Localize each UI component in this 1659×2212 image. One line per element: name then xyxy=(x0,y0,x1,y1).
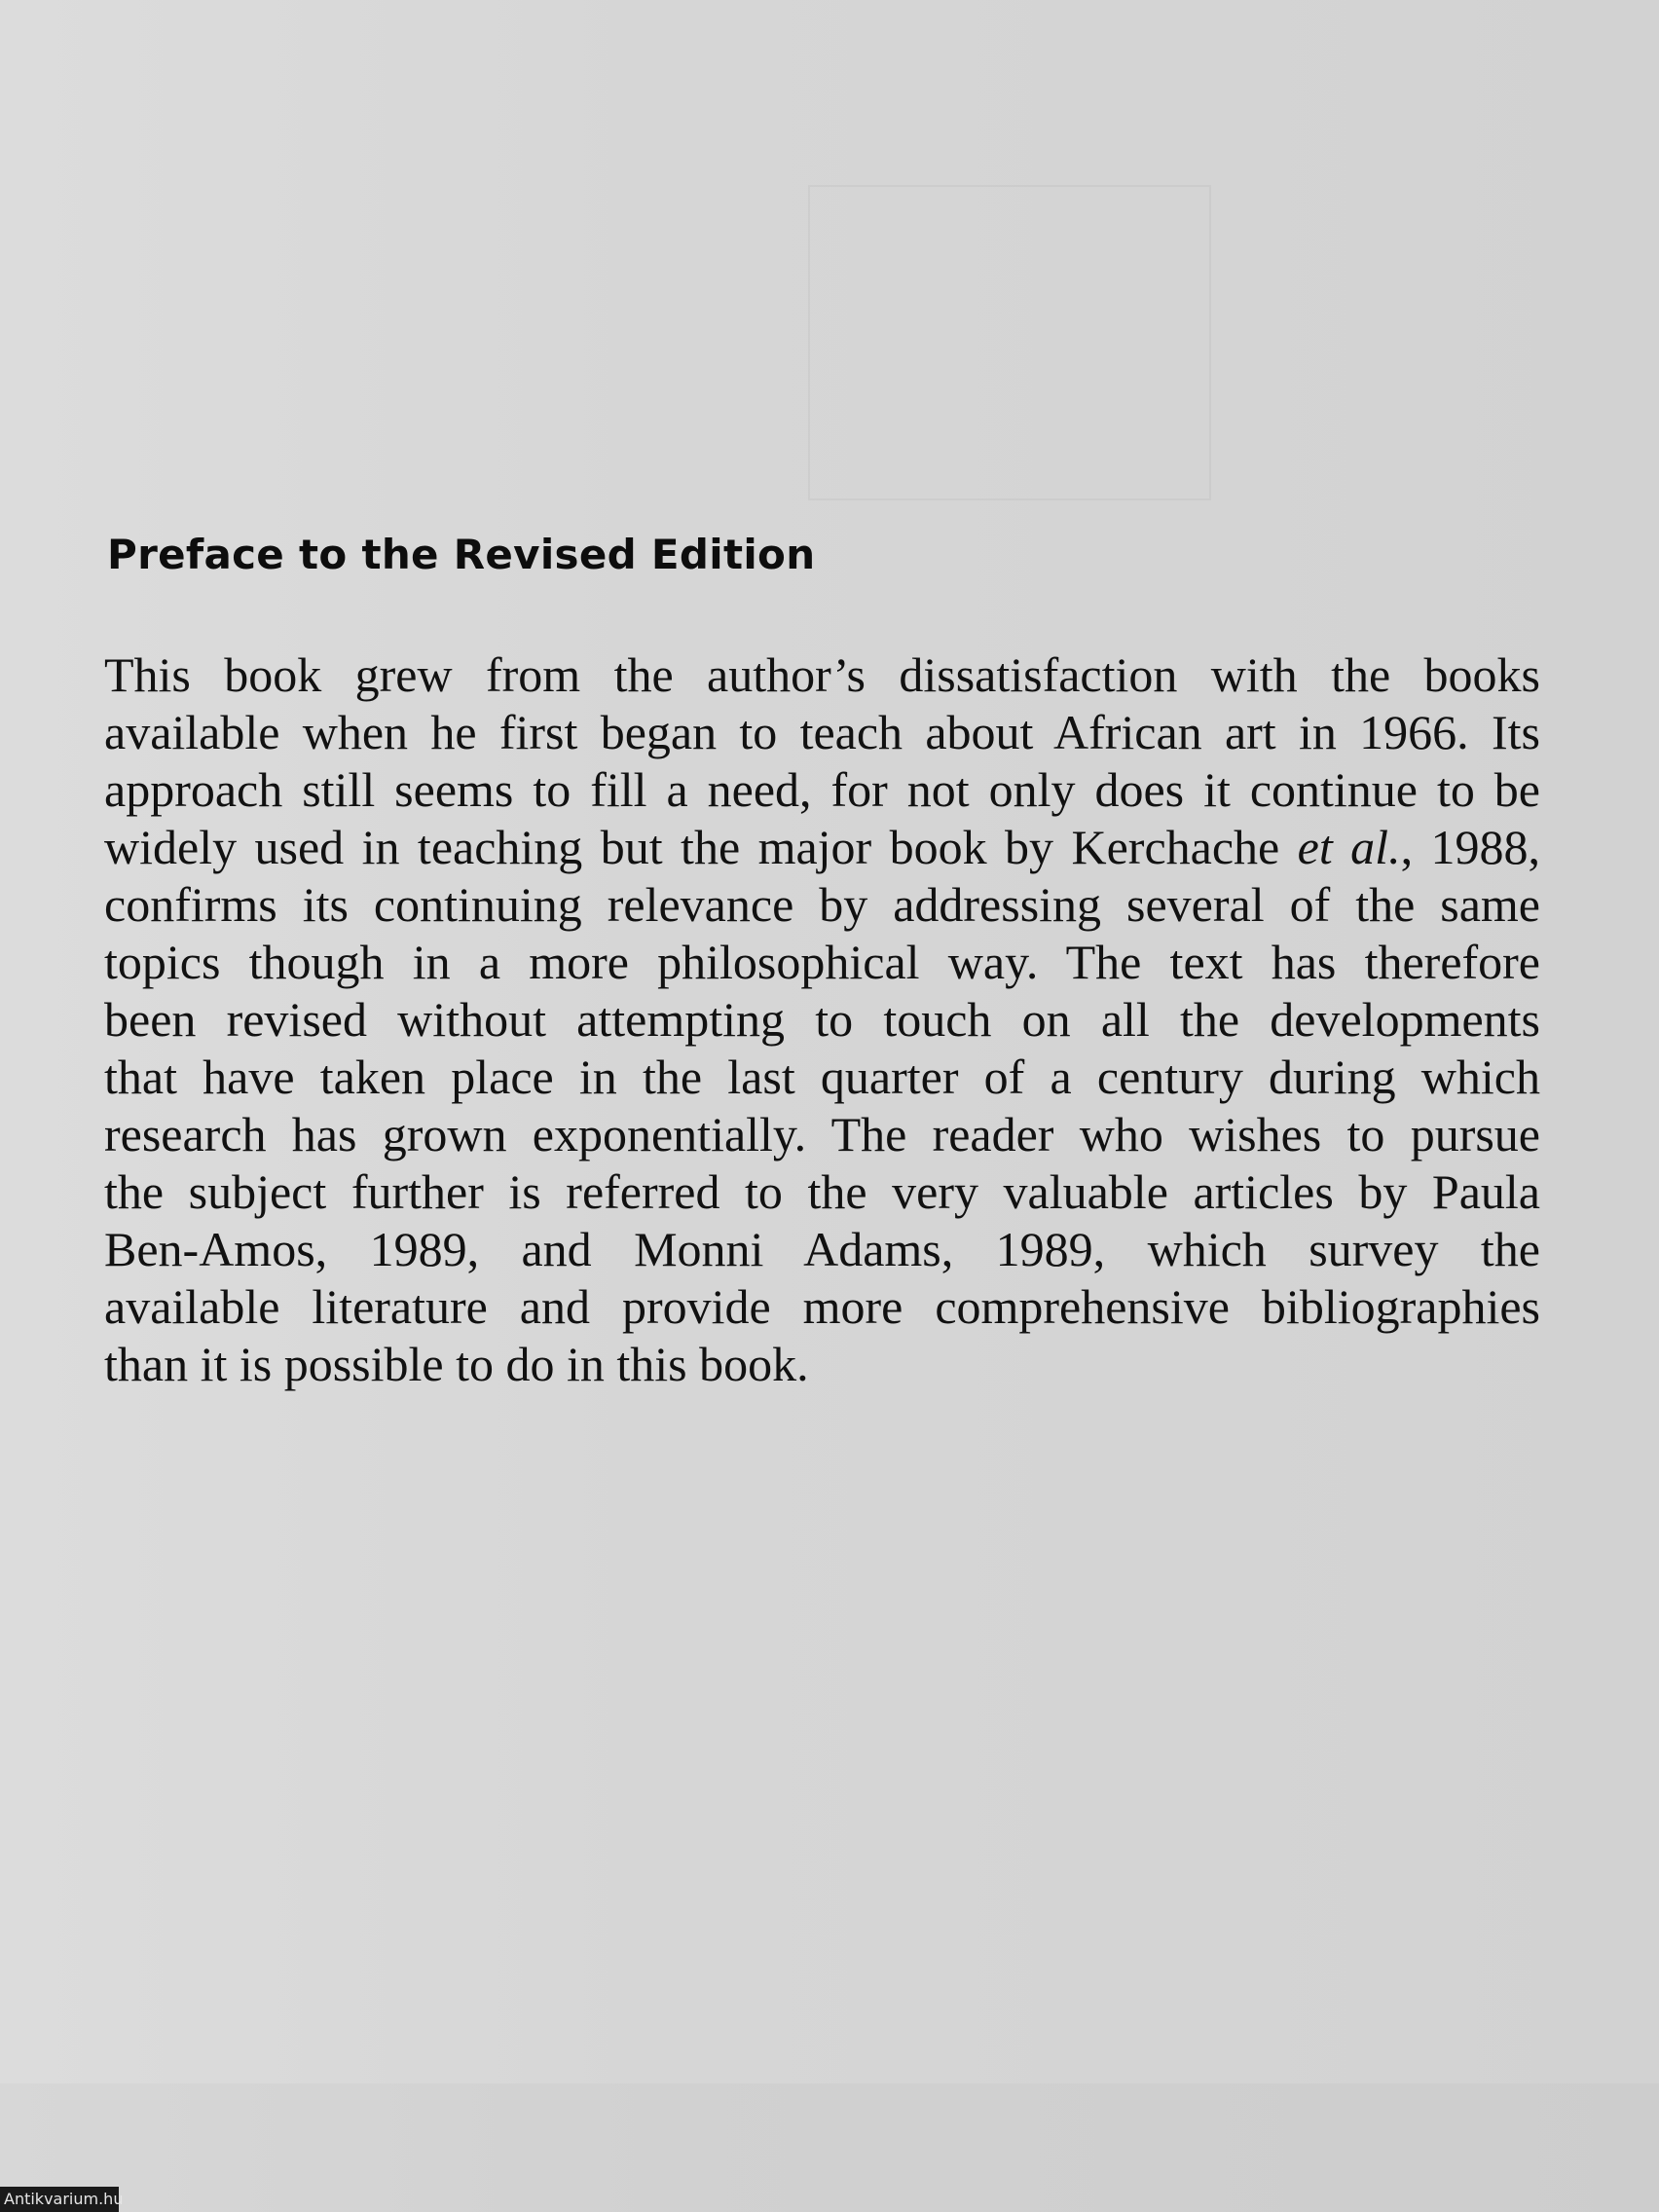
paragraph-line-4 xyxy=(104,819,1540,876)
et-al-italic: et al. xyxy=(1297,820,1401,874)
line-4-citation-year: , 1988, xyxy=(1400,820,1541,874)
show-through-frame xyxy=(808,185,1211,500)
paragraph-line-2: available when he first began to teach about African art in 1966. Its xyxy=(104,705,1540,759)
paragraph-line-3: approach still seems to fill a need, for not only does it continue to be xyxy=(104,762,1540,817)
paragraph-line-1: This book grew from the author’s dissatisfaction with the books xyxy=(104,647,1540,702)
watermark: Antikvarium.hu xyxy=(0,2187,119,2212)
preface-heading: Preface to the Revised Edition xyxy=(107,531,816,578)
paragraph-line-13: than it is possible to do in this book. xyxy=(104,1337,809,1391)
paragraph-line-8: that have taken place in the last quarter of a century during which xyxy=(104,1050,1540,1104)
preface-paragraph xyxy=(104,646,1540,1393)
paragraph-line-10: the subject further is referred to the very valuable articles by Paula xyxy=(104,1164,1540,1219)
paragraph-line-12: available literature and provide more comprehensive bibliographies xyxy=(104,1279,1540,1334)
show-through-text-area xyxy=(0,2083,1659,2212)
paragraph-line-6: topics though in a more philosophical way. The text has therefore xyxy=(104,935,1540,989)
paragraph-line-11: Ben-Amos, 1989, and Monni Adams, 1989, which survey the xyxy=(104,1222,1540,1276)
paragraph-line-7: been revised without attempting to touch on all the developments xyxy=(104,992,1540,1047)
line-4-text: widely used in teaching but the major book by Kerchache xyxy=(104,820,1280,874)
paragraph-line-9: research has grown exponentially. The reader who wishes to pursue xyxy=(104,1107,1540,1161)
paragraph-line-5: confirms its continuing relevance by addressing several of the same xyxy=(104,877,1540,932)
